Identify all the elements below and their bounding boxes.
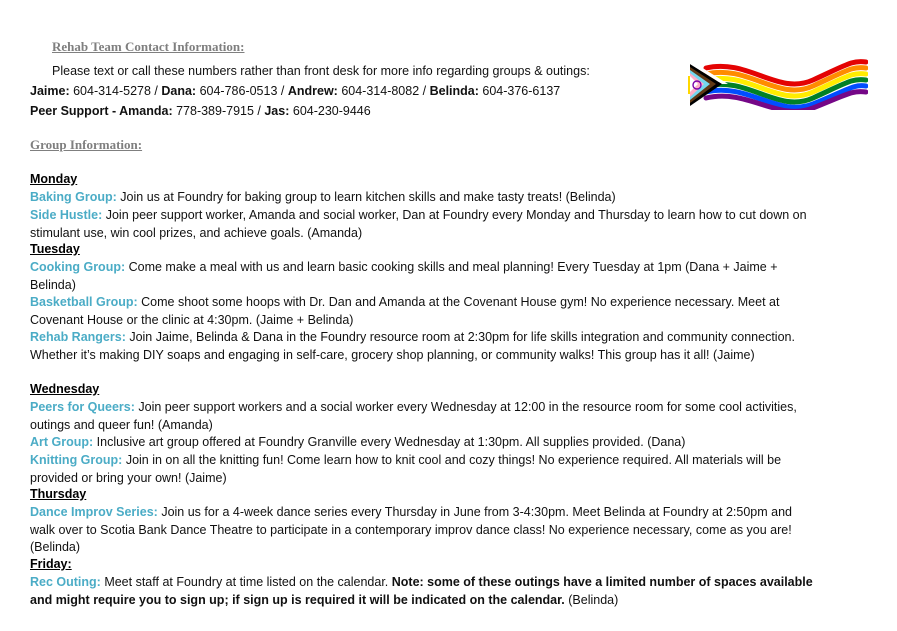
day-tuesday: Tuesday <box>30 242 80 256</box>
group-text: Come make a meal with us and learn basic cooking skills and meal planning! Every Tuesday at 1pm (Dana + Jaime + Belinda) <box>30 260 778 292</box>
contact-line-2 <box>30 103 371 120</box>
basketball-group-entry <box>30 294 820 329</box>
contact-name: Dana: <box>161 84 197 98</box>
group-title: Cooking Group: <box>30 260 126 274</box>
contact-intro: Please text or call these numbers rather than front desk for more info regarding groups & outings: <box>52 64 590 78</box>
group-text: Join in on all the knitting fun! Come learn how to knit cool and cozy things! No experience required. All materials will be provided or bring your own! (Jaime) <box>30 453 782 485</box>
contact-line-1 <box>30 83 560 100</box>
contact-number: 604-314-5278 / <box>69 84 162 98</box>
group-title: Knitting Group: <box>30 453 123 467</box>
group-title: Basketball Group: <box>30 295 138 309</box>
group-title: Side Hustle: <box>30 208 103 222</box>
rec-outing-entry <box>30 574 820 609</box>
group-text: Join us at Foundry for baking group to learn kitchen skills and make tasty treats! (Belinda) <box>116 190 616 204</box>
group-text: Join peer support worker, Amanda and social worker, Dan at Foundry every Monday and Thursday to learn how to cut down on stimulant use, win cool prizes, and achieve goals. (Amanda) <box>30 208 807 240</box>
contact-name: Jaime: <box>30 84 70 98</box>
day-friday: Friday: <box>30 557 72 571</box>
dance-improv-entry <box>30 504 820 557</box>
outing-note: Note: some of these outings have a limited number of spaces available and might require you to sign up; if sign up is required it will be indicated on the calendar. <box>30 575 813 607</box>
contact-heading: Rehab Team Contact Information: <box>52 39 245 54</box>
group-text: Join us for a 4-week dance series every Thursday in June from 3-4:30pm. Meet Belinda at Foundry at 2:50pm and walk over to Scotia Bank Dance Theatre to participate in a contemporary improv dance class! No experience necessary, come as you are! (Belinda) <box>30 505 792 555</box>
rehab-rangers-entry <box>30 329 820 364</box>
group-title: Rec Outing: <box>30 575 101 589</box>
group-title: Dance Improv Series: <box>30 505 158 519</box>
contact-number: 604-786-0513 / <box>196 84 288 98</box>
group-text: Come shoot some hoops with Dr. Dan and Amanda at the Covenant House gym! No experience necessary. Meet at Covenant House or the clinic at 4:30pm. (Jaime + Belinda) <box>30 295 780 327</box>
group-title: Baking Group: <box>30 190 117 204</box>
contact-name: Jas: <box>264 104 290 118</box>
group-title: Rehab Rangers: <box>30 330 126 344</box>
side-hustle-entry <box>30 207 820 242</box>
contact-name: Peer Support - Amanda: <box>30 104 173 118</box>
group-text: Join Jaime, Belinda & Dana in the Foundry resource room at 2:30pm for life skills integration and community connection. Whether it’s making DIY soaps and engaging in self-care, grocery shop planning, or community walks! This group has it all! (Jaime) <box>30 330 795 362</box>
contact-number: 604-376-6137 <box>478 84 561 98</box>
group-info-heading: Group Information: <box>30 137 143 152</box>
art-group-entry <box>30 434 820 452</box>
contact-number: 604-314-8082 / <box>337 84 430 98</box>
day-thursday: Thursday <box>30 487 87 501</box>
group-text: Meet staff at Foundry at time listed on the calendar. <box>100 575 392 589</box>
contact-name: Belinda: <box>429 84 479 98</box>
day-monday: Monday <box>30 172 78 186</box>
contact-name: Andrew: <box>287 84 338 98</box>
peers-for-queers-entry <box>30 399 820 434</box>
contact-number: 778-389-7915 / <box>172 104 265 118</box>
progress-pride-flag-icon <box>688 56 868 110</box>
group-text: Join peer support workers and a social worker every Wednesday at 12:00 in the resource room for some cool activities, outings and queer fun! (Amanda) <box>30 400 797 432</box>
day-wednesday: Wednesday <box>30 382 100 396</box>
baking-group-entry <box>30 189 820 207</box>
group-text: Inclusive art group offered at Foundry Granville every Wednesday at 1:30pm. All supplies provided. (Dana) <box>93 435 686 449</box>
group-title: Art Group: <box>30 435 94 449</box>
group-text: (Belinda) <box>564 592 619 607</box>
contact-number: 604-230-9446 <box>289 104 371 118</box>
knitting-group-entry <box>30 452 820 487</box>
group-title: Peers for Queers: <box>30 400 135 414</box>
cooking-group-entry <box>30 259 820 294</box>
